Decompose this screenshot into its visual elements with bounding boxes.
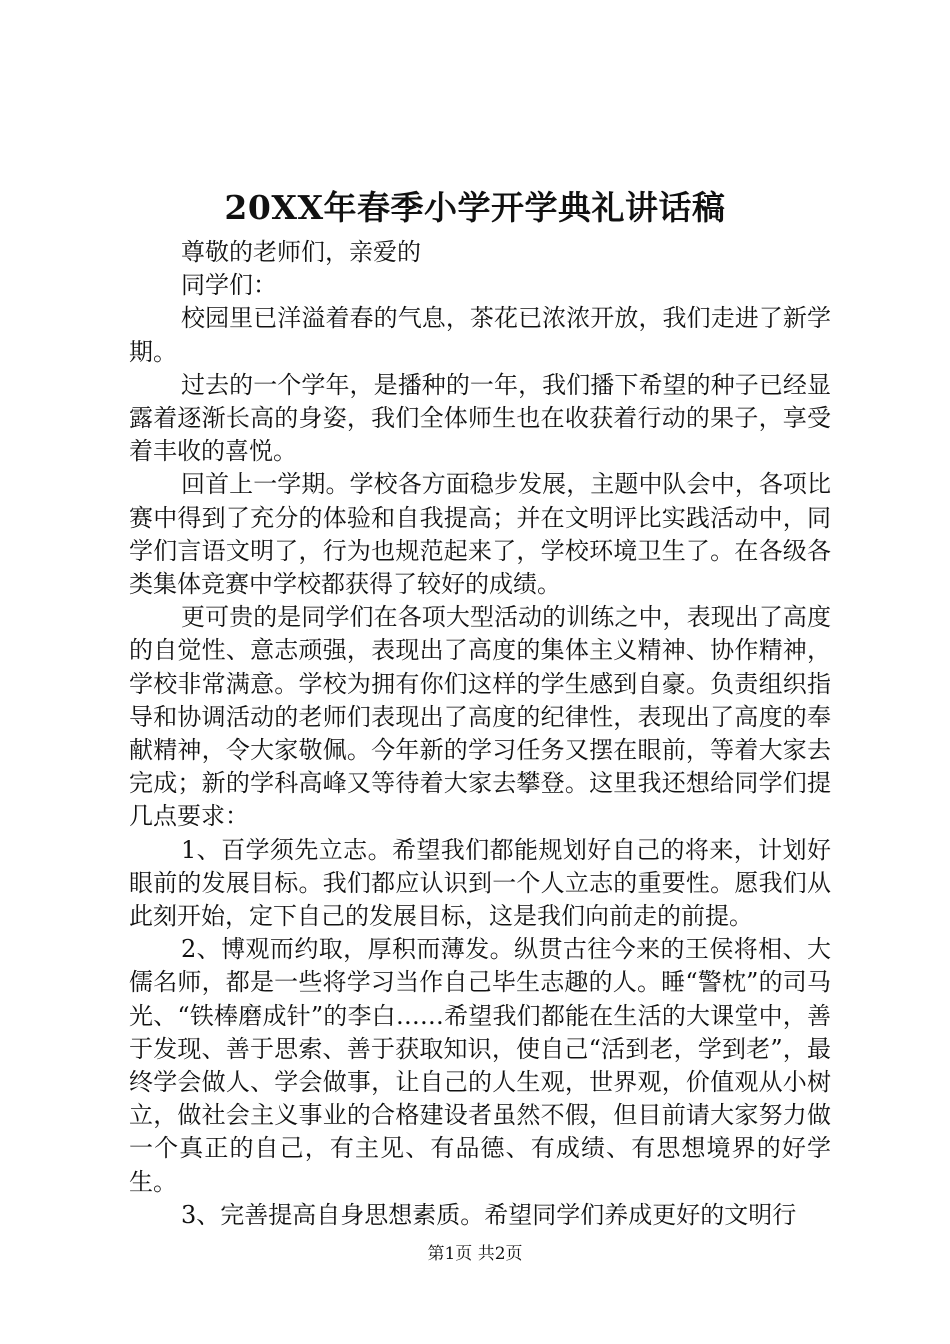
page-number-footer: 第1页 共2页	[427, 1244, 523, 1264]
paragraph-past-year: 过去的一个学年，是播种的一年，我们播下希望的种子已经显露着逐渐长高的身姿，我们全体师生也在收获着行动的果子，享受着丰收的喜悦。	[129, 370, 831, 466]
paragraph-requirement-1: 1、百学须先立志。希望我们都能规划好自己的将来，计划好眼前的发展目标。我们都应认识到一个人立志的重要性。愿我们从此刻开始，定下自己的发展目标，这是我们向前走的前提。	[129, 835, 831, 931]
paragraph-requirement-2: 2、博观而约取，厚积而薄发。纵贯古往今来的王侯将相、大儒名师，都是一些将学习当作自己毕生志趣的人。睡“警枕”的司马光、“铁棒磨成针”的李白……希望我们都能在生活的大课堂中，善于发现、善于思索、善于获取知识，使自己“活到老，学到老”，最终学会做人、学会做事，让自己的人生观，世界观，价值观从小树立，做社会主义事业的合格建设者虽然不假，但目前请大家努力做一个真正的自己，有主见、有品德、有成绩、有思想境界的好学生。	[129, 935, 831, 1196]
paragraph-new-semester: 校园里已洋溢着春的气息，茶花已浓浓开放，我们走进了新学期。	[129, 304, 831, 366]
document-title: 20XX年春季小学开学典礼讲话稿	[224, 188, 726, 227]
salutation-line-2: 同学们：	[181, 271, 277, 300]
paragraph-requirement-3: 3、完善提高自身思想素质。希望同学们养成更好的文明行	[181, 1200, 797, 1229]
document-body	[129, 236, 831, 1232]
paragraph-achievements: 更可贵的是同学们在各项大型活动的训练之中，表现出了高度的自觉性、意志顽强，表现出了高度的集体主义精神、协作精神，学校非常满意。学校为拥有你们这样的学生感到自豪。负责组织指导和协调活动的老师们表现出了高度的纪律性，表现出了高度的奉献精神，令大家敬佩。今年新的学习任务又摆在眼前，等着大家去完成；新的学科高峰又等待着大家去攀登。这里我还想给同学们提几点要求：	[129, 603, 831, 831]
paragraph-last-semester: 回首上一学期。学校各方面稳步发展，主题中队会中，各项比赛中得到了充分的体验和自我提高；并在文明评比实践活动中，同学们言语文明了，行为也规范起来了，学校环境卫生了。在各级各类集体竞赛中学校都获得了较好的成绩。	[129, 470, 831, 599]
salutation-line-1: 尊敬的老师们，亲爱的	[181, 238, 421, 266]
